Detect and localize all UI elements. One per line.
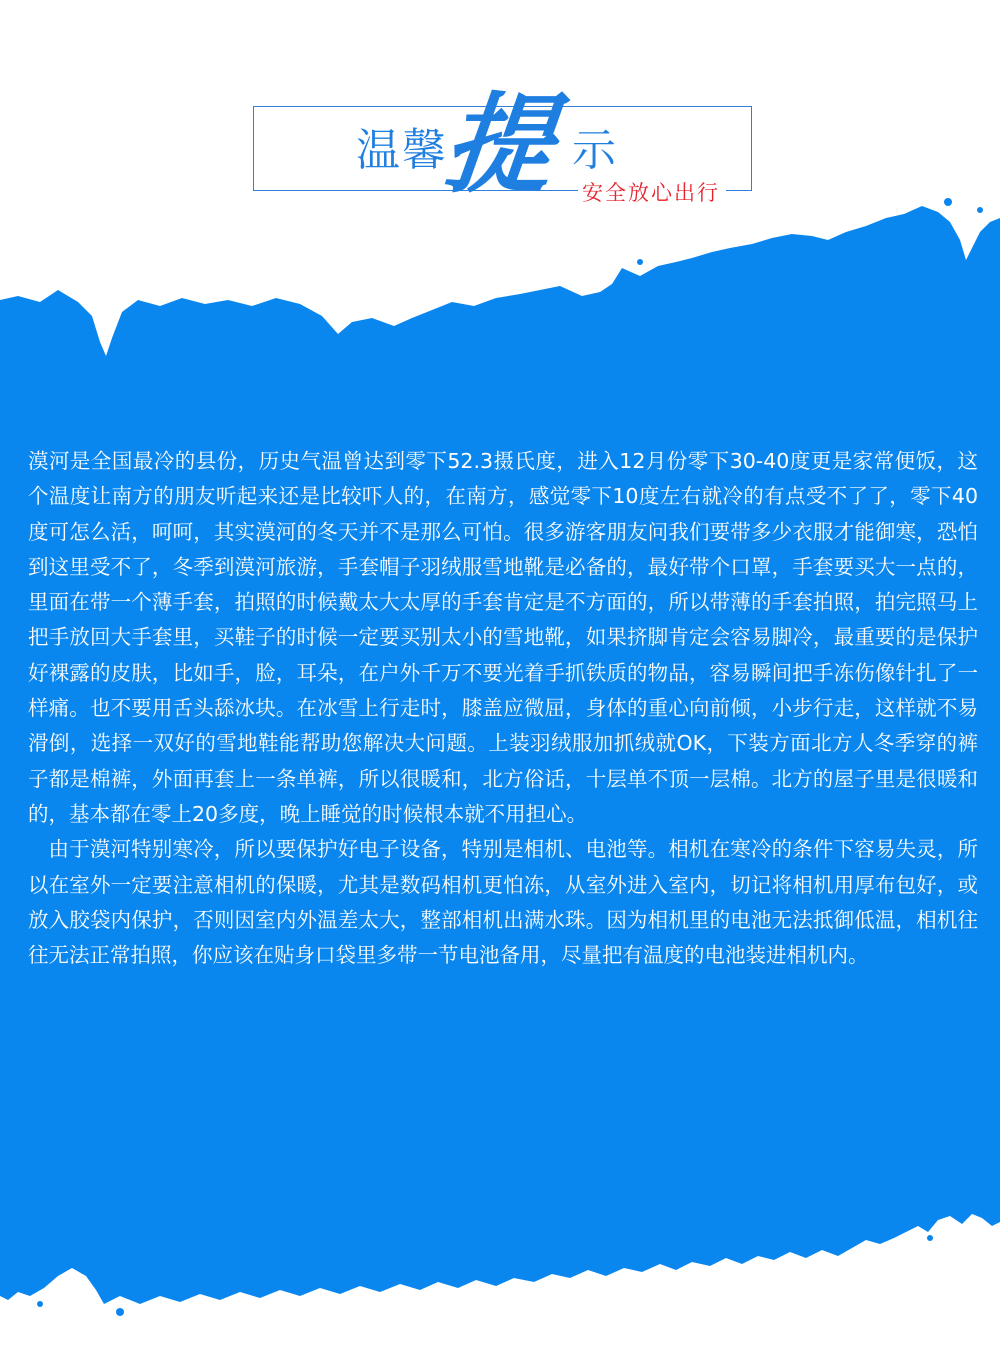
splatter-drop <box>977 207 983 213</box>
splatter-drop <box>927 1235 933 1241</box>
splatter-drop <box>944 198 952 206</box>
body-text <box>28 444 978 973</box>
title-right: 示 <box>568 126 620 176</box>
splatter-drop <box>37 1301 43 1307</box>
splatter-drop <box>637 259 643 265</box>
subtitle: 安全放心出行 <box>578 180 726 206</box>
paragraph-camera-tips: 由于漠河特别寒冷，所以要保护好电子设备，特别是相机、电池等。相机在寒冷的条件下容易失灵，所以在室外一定要注意相机的保暖，尤其是数码相机更怕冻，从室外进入室内，切记将相机用厚布包好，或放入胶袋内保护，否则因室内外温差太大，整部相机出满水珠。因为相机里的电池无法抵御低温，相机往往无法正常拍照，你应该在贴身口袋里多带一节电池备用，尽量把有温度的电池装进相机内。 <box>28 837 978 968</box>
splatter-drop <box>116 1308 124 1316</box>
title-big-character: 提 <box>437 83 555 208</box>
title-left: 温馨 <box>352 126 452 176</box>
splatter-drop <box>91 355 101 365</box>
paragraph-clothing-tips: 漠河是全国最冷的县份，历史气温曾达到零下52.3摄氏度，进入12月份零下30-40度更是家常便饭，这个温度让南方的朋友听起来还是比较吓人的，在南方，感觉零下10度左右就冷的有点受不了了，零下40度可怎么活，呵呵，其实漠河的冬天并不是那么可怕。很多游客朋友问我们要带多少衣服才能御寒，恐怕到这里受不了，冬季到漠河旅游，手套帽子羽绒服雪地靴是必备的，最好带个口罩，手套要买大一点的，里面在带一个薄手套，拍照的时候戴太大太厚的手套肯定是不方面的，所以带薄的手套拍照，拍完照马上把手放回大手套里，买鞋子的时候一定要买别太小的雪地靴，如果挤脚肯定会容易脚冷，最重要的是保护好裸露的皮肤，比如手，脸，耳朵，在户外千万不要光着手抓铁质的物品，容易瞬间把手冻伤像针扎了一样痛。也不要用舌头舔冰块。在冰雪上行走时，膝盖应微屈，身体的重心向前倾，小步行走，这样就不易滑倒，选择一双好的雪地鞋能帮助您解决大问题。上装羽绒服加抓绒就OK，下装方面北方人冬季穿的裤子都是棉裤，外面再套上一条单裤，所以很暖和，北方俗话，十层单不顶一层棉。北方的屋子里是很暖和的，基本都在零上20多度，晚上睡觉的时候根本就不用担心。 <box>28 449 978 826</box>
